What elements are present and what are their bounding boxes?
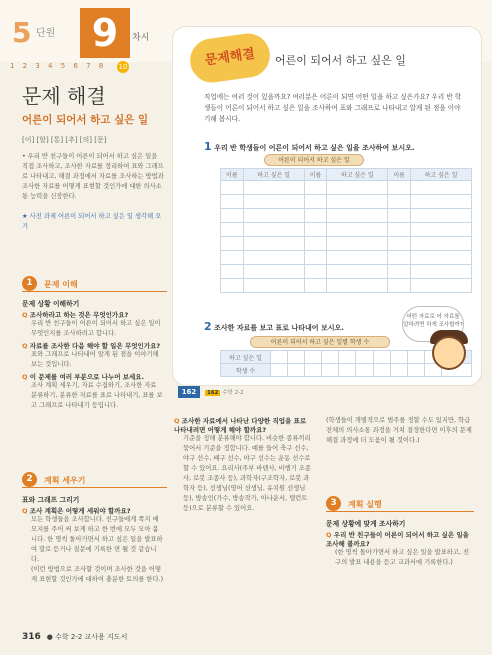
footer-page-number: 316 [22,632,41,642]
page-subtitle: 어른이 되어서 하고 싶은 일 [22,114,149,126]
table-row [221,279,472,293]
lesson-label: 차시 [132,33,150,43]
intro-text: • 우리 반 친구들이 어른이 되어서 하고 싶은 일을 직접 조사하고, 조사한 자료를 정리하여 표와 그래프로 나타내고, 해결 과정에서 자료를 조사하는 방법과 조사한 자료를 어떻게 표현할 것인가에 대한 의사소통 능력을 신장한다. [22,153,164,200]
table-row [221,181,472,195]
unit-label: 단원 [36,28,56,39]
lesson-current: 10 [118,63,128,71]
character-avatar [432,336,466,370]
problem-solving-badge: 문제해결 [187,31,272,86]
section-3-title: 계획 실행 [348,500,382,509]
tag-row: [이] [할] [통] [추] [의] [문] [22,136,107,144]
answer: 조사 계획 세우기, 자료 수집하기, 조사한 자료 분류하기, 분류한 자료를 표로 나타내기, 표를 보고 그래프로 나타내기 등입니다. [31,382,163,409]
step-1-number: 1 [204,140,212,153]
question: Q 우리 반 친구들이 어른이 되어서 하고 싶은 일을 조사해 볼까요? [326,531,469,548]
answer: 표와 그래프로 나타내어 알게 된 점을 이야기해 보는 것입니다. [31,351,159,368]
table-header: 이름 [221,169,244,181]
section-1-header [22,276,167,292]
table-row [221,251,472,265]
column-3-note: (학생들이 개별적으로 범주를 정할 수도 있지만, 학급 전체의 의사소통 과정을 거쳐 결정한다면 이후의 문제 해결 과정에 더 도움이 될 것이다.) [326,417,472,444]
section-3-header [326,496,474,512]
question: Q 조사하라고 하는 것은 무엇인가요? [22,311,129,319]
unit-number: 5 [12,16,32,49]
section-2-body [22,506,164,585]
answer: 우리 반 친구들이 어른이 되어서 하고 싶은 일이 무엇인지를 조사하려고 합니다. [31,320,161,337]
table-header-row [221,169,472,181]
answer: 모든 학생들을 조사합니다. 친구들에게 쪽지 메모지를 주어 써 보게 하고 한 번에 모두 모아 봅니다. 한 명씩 돌아가면서 하고 싶은 일을 발표하여 말로 듣거나 질문에 기록한 면 될 것 같습니다. [31,516,163,563]
answer: 기준을 정해 분류해야 합니다. 비슷한 종류끼리 묶어서 기준을 정합니다. 예를 들어 축구 선수, 야구 선수, 배구 선수, 야구 선수는 운동 선수로 할 수 있어요. 요리사(주부 바텐사, 비행기 조종사, 로봇 조종사 등), 과학자(구조학자, 로봇 과학자 등), 선생님(영어 선생님, 유치원 선생님 등), 방송인(가수, 방송작가, 아나운서, 탤런트 등)으로 분류할 수 있어요. [183,435,311,512]
table-header: 하고 싶은 일 [327,169,388,181]
table-header: 이름 [304,169,327,181]
question: Q 조사 계획은 어떻게 세워야 할까요? [22,507,131,515]
table-row [221,223,472,237]
table-header: 이름 [388,169,411,181]
page-title: 문제 해결 [22,84,106,108]
question: Q 자료를 조사한 다음 해야 할 일은 무엇인가요? [22,342,161,350]
row-header: 하고 싶은 일 [221,351,271,364]
row-header: 학생 수 [221,364,271,377]
lesson-track: 1 2 3 4 5 6 7 8 [10,62,107,70]
speech-bubble: 어떤 자료로 어 자료를 알하려면 하게 조사할까? [402,306,464,342]
textbook-page-number: 162 [178,386,200,398]
step-1 [204,140,474,153]
lesson-number: 9 [80,8,130,58]
section-2-number: 2 [22,472,37,487]
step-2-number: 2 [204,320,212,333]
table-row [221,237,472,251]
question: Q 이 문제를 여러 부분으로 나누어 보세요. [22,373,145,381]
section-2-title: 계획 세우기 [44,476,86,485]
section-1-subtitle: 문제 상황 이해하기 [22,300,80,308]
page-footer [22,632,127,642]
section-2-header [22,472,167,488]
answer: (한 명씩 돌아가면서 하고 싶은 일을 발표하고, 친구의 발표 내용을 듣고 교과서에 기록한다.) [335,549,470,566]
table-row [221,265,472,279]
table-1-caption: 어른이 되어서 하고 싶은 일 [264,154,364,166]
question: Q 조사한 자료에서 나타난 다양한 직업을 표로 나타내려면 어떻게 해야 할까요? [174,417,307,434]
section-2-subtitle: 표와 그래프 그리기 [22,496,80,504]
table-2-caption: 어른이 되어서 하고 싶은 일별 학생 수 [250,336,390,348]
step-2-text: 조사한 자료를 보고 표로 나타내어 보시오. [214,324,344,332]
footer-text: ● 수학 2-2 교사용 지도서 [46,633,128,641]
table-header: 하고 싶은 일 [243,169,304,181]
step-1-text: 우리 반 학생들이 어른이 되어서 하고 싶은 일을 조사하여 보시오. [214,144,415,152]
card-title: 어른이 되어서 하고 싶은 일 [275,54,406,67]
table-row [221,209,472,223]
section-3-subtitle: 문제 상황에 맞게 조사하기 [326,520,406,528]
section-3-number: 3 [326,496,341,511]
column-2 [174,416,314,514]
table-row [221,195,472,209]
card-paragraph: 직업에는 여러 것이 있을까요? 여러분은 어른이 되면 어떤 일을 하고 싶은가요? 우리 반 학생들이 어른이 되어서 하고 싶은 일을 조사하여 표와 그래프로 나타내고 알게 된 점을 이야기해 봅시다. [204,93,462,123]
table-row [221,364,472,377]
textbook-footer: 162 수학 2-2 [207,390,244,396]
answer-note: (이런 방법으로 조사할 것이며 조사한 것을 어떻게 표현할 것인가에 대하여 충분한 토의를 한다.) [31,566,164,583]
section-3-body [326,530,474,568]
prep-task: ★ 사전 과제 어른이 되어서 하고 싶은 일 생각해 오기 [22,213,162,230]
step-2 [204,320,404,333]
survey-table [220,168,472,293]
section-1-body [22,310,164,411]
section-1-title: 문제 이해 [44,280,78,289]
section-1-number: 1 [22,276,37,291]
table-header: 하고 싶은 일 [411,169,472,181]
